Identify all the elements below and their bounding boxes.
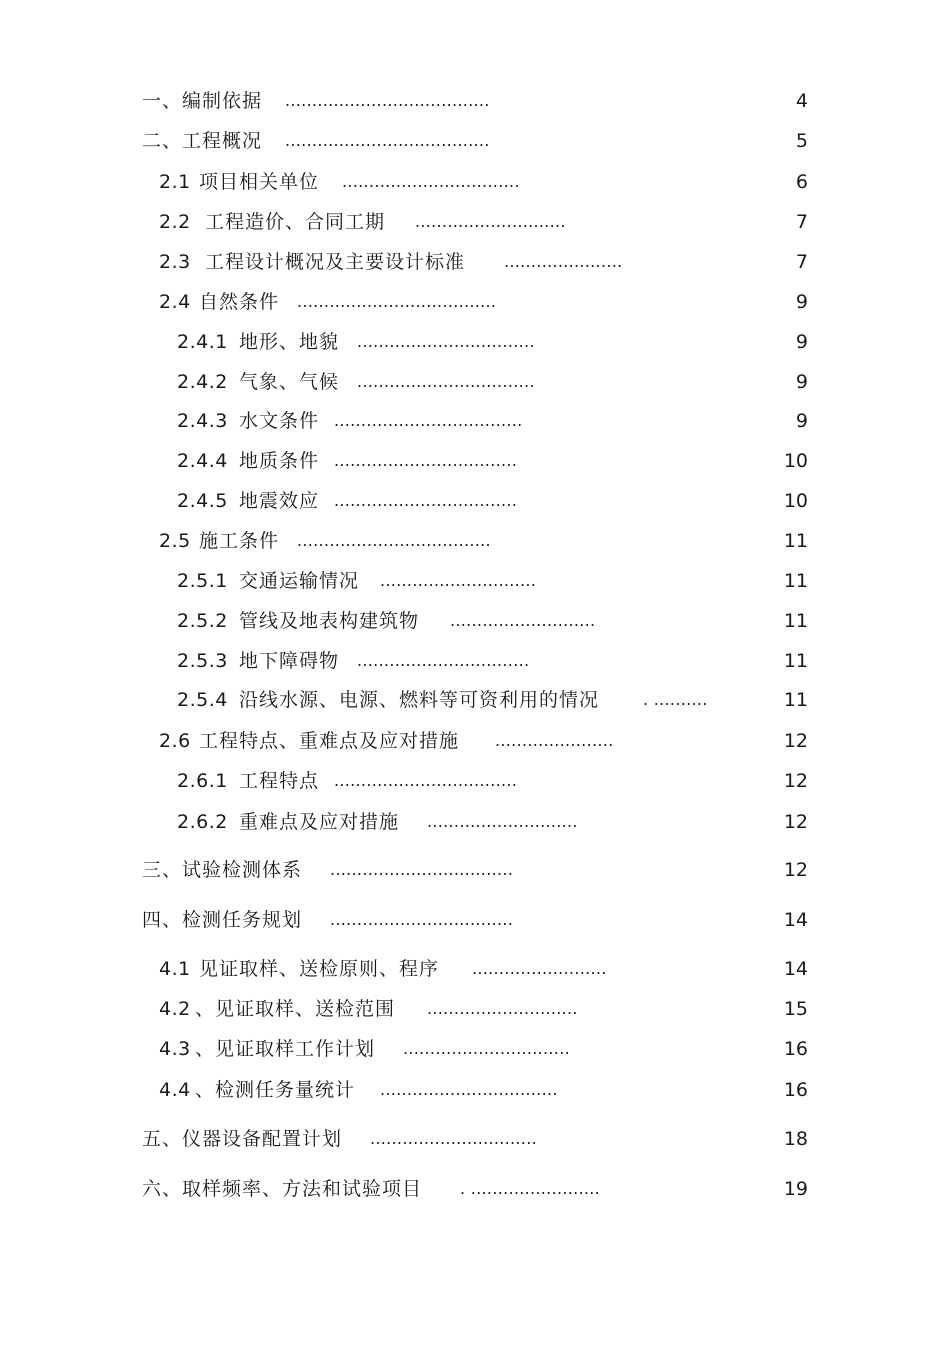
toc-entry-leader: ...................................... (285, 91, 490, 110)
toc-entry-title: 项目相关单位 (199, 171, 320, 193)
toc-entry-number: 2.3 (159, 251, 191, 273)
toc-entry-page: 11 (783, 610, 808, 632)
toc-entry-leader: .................................. (334, 771, 518, 790)
toc-entry-title: 三、试验检测体系 (142, 859, 303, 881)
toc-entry-leader: ................................. (357, 332, 535, 351)
toc-entry-number: 4.4 (159, 1079, 191, 1101)
toc-entry-number: 2.4.1 (177, 331, 228, 353)
toc-entry-leader: . .......... (643, 690, 708, 709)
toc-entry-title: 地下障碍物 (239, 650, 340, 672)
toc-entry-page: 11 (783, 650, 808, 672)
toc-entry-page: 18 (783, 1128, 808, 1150)
toc-entry-page: 15 (783, 998, 808, 1020)
toc-entry-page: 12 (783, 811, 808, 833)
toc-entry-page: 11 (783, 530, 808, 552)
toc-entry-title: 、检测任务量统计 (195, 1079, 356, 1101)
toc-entry[interactable] (0, 1174, 950, 1204)
toc-entry-page: 10 (783, 450, 808, 472)
toc-entry-page: 11 (783, 689, 808, 711)
toc-entry-leader: ................................... (334, 411, 523, 430)
toc-entry[interactable] (0, 855, 950, 885)
toc-entry-leader: . ........................ (460, 1179, 601, 1198)
toc-entry-leader: ................................ (357, 651, 530, 670)
toc-entry-title: 气象、气候 (239, 371, 340, 393)
toc-entry-title: 六、取样频率、方法和试验项目 (142, 1178, 423, 1200)
toc-entry-page: 5 (795, 130, 808, 152)
toc-entry-leader: ................................. (357, 372, 535, 391)
toc-entry-number: 2.4.5 (177, 490, 228, 512)
toc-entry-page: 11 (783, 570, 808, 592)
toc-entry-leader: .................................. (330, 860, 514, 879)
toc-entry-title: 水文条件 (239, 410, 320, 432)
toc-entry-number: 2.5.3 (177, 650, 228, 672)
toc-entry-page: 9 (795, 410, 808, 432)
toc-entry-title: 一、编制依据 (142, 90, 263, 112)
toc-entry-title: 地质条件 (239, 450, 320, 472)
toc-entry-leader: .................................... (297, 531, 491, 550)
toc-entry-number: 2.5.4 (177, 689, 228, 711)
toc-entry-title: 二、工程概况 (142, 130, 263, 152)
toc-entry[interactable] (0, 726, 950, 756)
toc-entry-page: 7 (795, 251, 808, 273)
toc-entry-title: 管线及地表构建筑物 (239, 610, 420, 632)
toc-entry[interactable] (0, 1075, 950, 1105)
toc-entry-page: 16 (783, 1079, 808, 1101)
toc-entry-title: 见证取样、送检原则、程序 (199, 958, 440, 980)
toc-entry[interactable] (0, 807, 950, 837)
toc-entry-title: 工程造价、合同工期 (205, 211, 386, 233)
toc-entry-leader: ................................. (380, 1080, 558, 1099)
toc-entry-leader: ........................... (450, 611, 596, 630)
toc-entry-number: 2.5 (159, 530, 191, 552)
toc-entry-page: 6 (795, 171, 808, 193)
toc-entry-number: 2.5.2 (177, 610, 228, 632)
toc-entry-leader: .................................. (334, 451, 518, 470)
toc-entry[interactable] (0, 486, 950, 516)
toc-entry-title: 地震效应 (239, 490, 320, 512)
toc-entry[interactable] (0, 406, 950, 436)
toc-entry-page: 9 (795, 371, 808, 393)
toc-entry[interactable] (0, 646, 950, 676)
toc-entry-number: 2.5.1 (177, 570, 228, 592)
toc-entry-page: 12 (783, 730, 808, 752)
toc-entry-number: 4.2 (159, 998, 191, 1020)
toc-entry[interactable] (0, 167, 950, 197)
toc-entry-number: 4.1 (159, 958, 191, 980)
toc-entry-page: 14 (783, 909, 808, 931)
toc-entry-page: 12 (783, 770, 808, 792)
toc-entry-title: 、见证取样、送检范围 (195, 998, 396, 1020)
toc-entry-title: 交通运输情况 (239, 570, 360, 592)
toc-entry[interactable] (0, 685, 950, 715)
toc-entry-title: 施工条件 (199, 530, 280, 552)
toc-entry-leader: ............................ (427, 812, 578, 831)
toc-entry-title: 工程设计概况及主要设计标准 (205, 251, 466, 273)
toc-entry-page: 9 (795, 331, 808, 353)
toc-entry-page: 9 (795, 291, 808, 313)
toc-entry[interactable] (0, 446, 950, 476)
toc-entry-leader: .................................. (330, 910, 514, 929)
toc-entry[interactable] (0, 526, 950, 556)
toc-entry-title: 工程特点 (239, 770, 320, 792)
toc-entry-number: 4.3 (159, 1038, 191, 1060)
toc-entry-page: 12 (783, 859, 808, 881)
toc-entry-leader: ...................... (504, 252, 623, 271)
toc-entry-page: 14 (783, 958, 808, 980)
toc-entry[interactable] (0, 207, 950, 237)
toc-entry-number: 2.6.2 (177, 811, 228, 833)
toc-entry-leader: ............................... (403, 1039, 570, 1058)
toc-entry-number: 2.2 (159, 211, 191, 233)
toc-entry-number: 2.1 (159, 171, 191, 193)
toc-entry-page: 19 (783, 1178, 808, 1200)
toc-entry-leader: ............................ (415, 212, 566, 231)
toc-entry-title: 四、检测任务规划 (142, 909, 303, 931)
toc-entry[interactable] (0, 994, 950, 1024)
toc-entry-leader: ................................. (342, 172, 520, 191)
toc-entry[interactable] (0, 327, 950, 357)
toc-entry-number: 2.4.2 (177, 371, 228, 393)
toc-entry-number: 2.4.3 (177, 410, 228, 432)
toc-entry[interactable] (0, 287, 950, 317)
toc-entry[interactable] (0, 126, 950, 156)
toc-entry-number: 2.6.1 (177, 770, 228, 792)
toc-entry-title: 沿线水源、电源、燃料等可资利用的情况 (239, 689, 600, 711)
toc-entry[interactable] (0, 247, 950, 277)
toc-entry-leader: .................................. (334, 491, 518, 510)
toc-entry-page: 16 (783, 1038, 808, 1060)
toc-entry[interactable] (0, 766, 950, 796)
toc-entry-number: 2.4 (159, 291, 191, 313)
toc-entry-leader: ......................... (472, 959, 607, 978)
toc-entry-title: 重难点及应对措施 (239, 811, 400, 833)
toc-entry-leader: ............................ (427, 999, 578, 1018)
toc-entry[interactable] (0, 954, 950, 984)
toc-entry[interactable] (0, 566, 950, 596)
toc-entry-leader: ..................................... (297, 292, 497, 311)
toc-entry[interactable] (0, 86, 950, 116)
toc-entry-title: 自然条件 (199, 291, 280, 313)
toc-entry-leader: ...................... (495, 731, 614, 750)
toc-entry-title: 工程特点、重难点及应对措施 (199, 730, 460, 752)
toc-entry-title: 五、仪器设备配置计划 (142, 1128, 343, 1150)
toc-entry[interactable] (0, 1034, 950, 1064)
toc-entry-leader: ...................................... (285, 131, 490, 150)
toc-entry[interactable] (0, 606, 950, 636)
toc-entry-leader: ............................. (380, 571, 537, 590)
toc-entry-title: 、见证取样工作计划 (195, 1038, 376, 1060)
toc-entry-page: 4 (795, 90, 808, 112)
toc-entry[interactable] (0, 1124, 950, 1154)
toc-entry-leader: ............................... (370, 1129, 537, 1148)
toc-entry-title: 地形、地貌 (239, 331, 340, 353)
toc-entry-number: 2.4.4 (177, 450, 228, 472)
toc-entry-number: 2.6 (159, 730, 191, 752)
toc-entry-page: 10 (783, 490, 808, 512)
toc-entry[interactable] (0, 367, 950, 397)
toc-entry-page: 7 (795, 211, 808, 233)
toc-entry[interactable] (0, 905, 950, 935)
